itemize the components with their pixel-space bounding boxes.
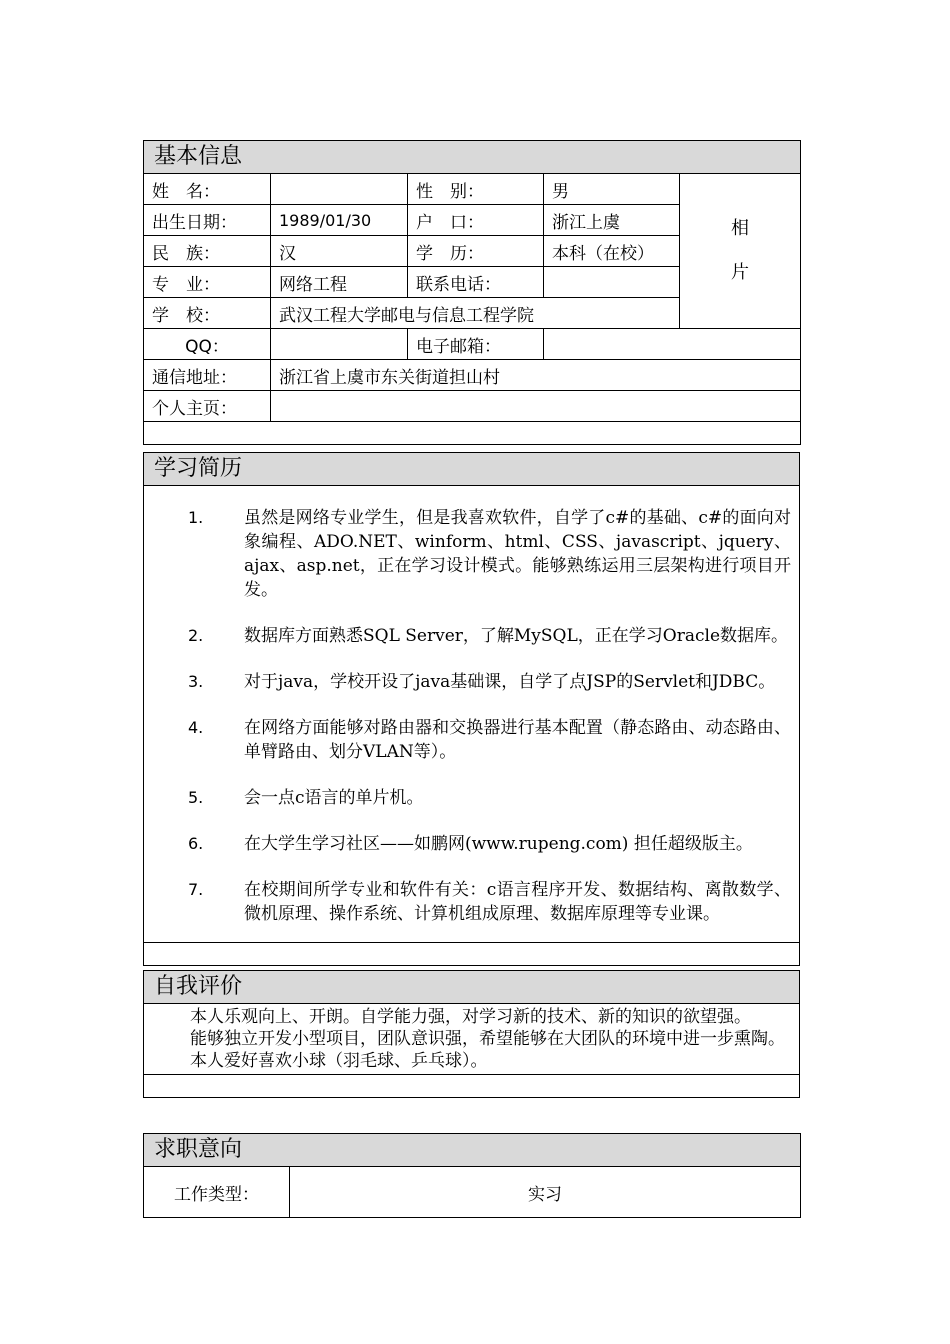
birth-label: 出生日期： — [144, 205, 271, 236]
item-text: 对于java，学校开设了java基础课，自学了点JSP的Servlet和JDBC。 — [244, 672, 776, 692]
address-value: 浙江省上虞市东关街道担山村 — [271, 360, 801, 391]
item-number: 3. — [188, 672, 204, 691]
item-number: 5. — [188, 788, 204, 807]
photo-placeholder — [680, 174, 801, 329]
address-label: 通信地址： — [144, 360, 271, 391]
self-evaluation-body — [144, 1004, 800, 1075]
list-item — [174, 878, 791, 926]
spacer-row — [144, 943, 800, 966]
item-number: 6. — [188, 834, 204, 853]
education-body — [144, 486, 800, 943]
item-text: 虽然是网络专业学生，但是我喜欢软件，自学了c#的基础、c#的面向对象编程、ADO.NET、winform、html、CSS、javascript、jquery、ajax、asp.net，正在学习设计模式。能够熟练运用三层架构进行项目开发。 — [244, 508, 791, 600]
qq-label: QQ： — [144, 329, 271, 360]
self-evaluation-table — [143, 970, 800, 1098]
section-title-education: 学习简历 — [144, 453, 800, 486]
homepage-value — [271, 391, 801, 422]
major-label: 专 业： — [144, 267, 271, 298]
major-value: 网络工程 — [271, 267, 408, 298]
item-number: 1. — [188, 508, 204, 527]
list-item — [174, 716, 791, 764]
item-text: 在大学生学习社区——如鹏网(www.rupeng.com) 担任超级版主。 — [244, 834, 753, 854]
section-title-job-intention: 求职意向 — [144, 1134, 801, 1167]
item-number: 2. — [188, 626, 204, 645]
item-text: 在校期间所学专业和软件有关：c语言程序开发、数据结构、离散数学、微机原理、操作系统、计算机组成原理、数据库原理等专业课。 — [244, 880, 791, 924]
section-title-self-evaluation: 自我评价 — [144, 971, 800, 1004]
item-text: 会一点c语言的单片机。 — [244, 788, 424, 808]
job-type-value: 实习 — [290, 1167, 801, 1218]
qq-value — [271, 329, 408, 360]
name-label: 姓 名： — [144, 174, 271, 205]
job-intention-table — [143, 1133, 801, 1218]
self-eval-paragraph: 本人乐观向上、开朗。自学能力强，对学习新的技术、新的知识的欲望强。 — [190, 1007, 751, 1027]
item-text: 数据库方面熟悉SQL Server，了解MySQL，正在学习Oracle数据库。 — [244, 626, 788, 646]
education-list — [174, 506, 791, 926]
self-eval-paragraph: 本人爱好喜欢小球（羽毛球、乒乓球）。 — [190, 1051, 488, 1071]
name-value — [271, 174, 408, 205]
email-value — [544, 329, 801, 360]
education-table — [143, 452, 800, 966]
photo-label-2: 片 — [731, 262, 750, 283]
list-item — [174, 786, 791, 810]
list-item — [174, 624, 791, 648]
spacer-row — [144, 1075, 800, 1098]
education-level-label: 学 历： — [408, 236, 544, 267]
basic-info-table — [143, 140, 801, 445]
photo-label-1: 相 — [731, 218, 750, 239]
hukou-label: 户 口： — [408, 205, 544, 236]
list-item — [174, 832, 791, 856]
spacer-row — [144, 422, 801, 445]
item-text: 在网络方面能够对路由器和交换器进行基本配置（静态路由、动态路由、单臂路由、划分VLAN等）。 — [244, 718, 791, 762]
education-level-value: 本科（在校） — [544, 236, 680, 267]
item-number: 4. — [188, 718, 204, 737]
gender-value: 男 — [544, 174, 680, 205]
birth-value: 1989/01/30 — [271, 205, 408, 236]
hukou-value: 浙江上虞 — [544, 205, 680, 236]
phone-value — [544, 267, 680, 298]
gender-label: 性 别： — [408, 174, 544, 205]
list-item — [174, 506, 791, 602]
section-title-basic-info: 基本信息 — [144, 141, 801, 174]
list-item — [174, 670, 791, 694]
school-value: 武汉工程大学邮电与信息工程学院 — [271, 298, 680, 329]
phone-label: 联系电话： — [408, 267, 544, 298]
self-eval-paragraph: 能够独立开发小型项目，团队意识强，希望能够在大团队的环境中进一步熏陶。 — [190, 1029, 785, 1049]
homepage-label: 个人主页： — [144, 391, 271, 422]
school-label: 学 校： — [144, 298, 271, 329]
ethnic-value: 汉 — [271, 236, 408, 267]
item-number: 7. — [188, 880, 204, 899]
job-type-label: 工作类型： — [144, 1167, 290, 1218]
email-label: 电子邮箱： — [408, 329, 544, 360]
ethnic-label: 民 族： — [144, 236, 271, 267]
